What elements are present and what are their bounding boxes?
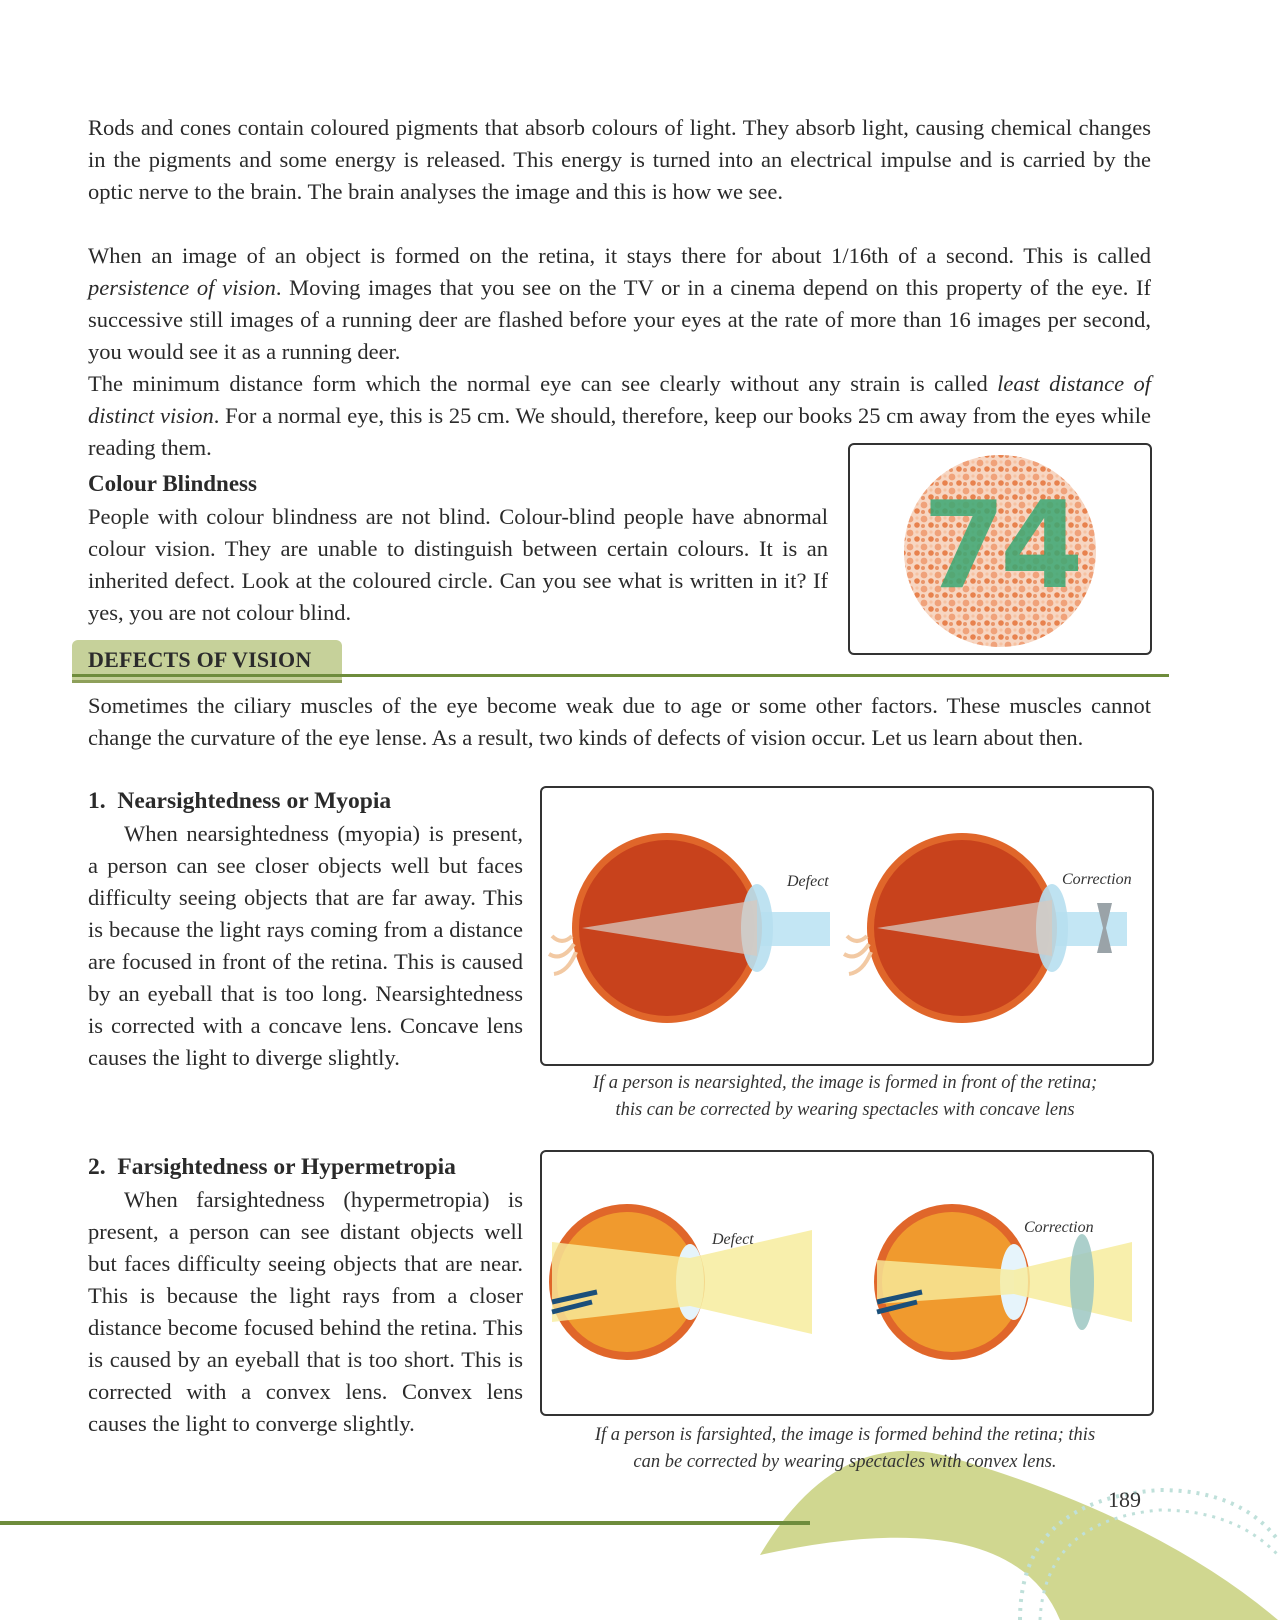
myopia-label-defect: Defect [787, 873, 829, 890]
para3-end: . For a normal eye, this is 25 cm. We should, therefore, keep our books 25 cm away from the eyes while reading them. [88, 403, 1151, 460]
hyper-label-correction: Correction [1024, 1219, 1094, 1236]
colour-blindness-heading: Colour Blindness [88, 471, 257, 496]
hypermetropia-figure [540, 1150, 1154, 1416]
hyper-caption-line-1: If a person is farsighted, the image is formed behind the retina; this [594, 1425, 1096, 1445]
hypermetropia-illustration [542, 1152, 1152, 1414]
term-least-distance: least distance of distinct vision [88, 371, 1151, 428]
hypermetropia-text: When farsightedness (hypermetropia) is present, a person can see distant objects well but faces difficulty seeing objects that are near. This is because the light rays from a closer distance become focused behind the retina. This is caused by an eyeball that is too short. This is corrected with a convex lens. Convex lens causes the light to converge slightly. [88, 1187, 523, 1436]
defects-intro: Sometimes the ciliary muscles of the eye become weak due to age or some other factors. These muscles cannot change the curvature of the eye lense. As a result, two kinds of defects of vision occur. Let us learn about then. [88, 693, 1151, 750]
page-number: 189 [1108, 1487, 1141, 1512]
hyper-label-defect: Defect [712, 1231, 754, 1248]
hypermetropia-heading [88, 1152, 456, 1182]
colour-blindness-text: People with colour blindness are not blind. Colour-blind people have abnormal colour vision. They are unable to distinguish between certain colours. It is an inherited defect. Look at the coloured circle. Can you see what is written in it? If yes, you are not colour blind. [88, 504, 828, 625]
myopia-caption [540, 1070, 1150, 1124]
hypermetropia-number: 2. [88, 1154, 106, 1180]
myopia-caption-line-2: this can be corrected by wearing spectacles with concave lens [615, 1100, 1075, 1120]
myopia-caption-line-1: If a person is nearsighted, the image is formed in front of the retina; [592, 1073, 1098, 1093]
ishihara-plate [850, 445, 1150, 653]
intro-paragraph-2 [88, 240, 1151, 368]
corner-green-arc [760, 1451, 1278, 1620]
myopia-heading [88, 786, 391, 816]
myopia-heading-text: Nearsightedness or Myopia [117, 788, 392, 814]
myopia-illustration [542, 788, 1152, 1064]
colour-plate-box [848, 443, 1152, 655]
footer-rule [0, 1521, 810, 1525]
intro-paragraph-1: Rods and cones contain coloured pigments that absorb colours of light. They absorb light, causing chemical changes in the pigments and some energy is released. This energy is turned into an electrical impulse and is carried by the optic nerve to the brain. The brain analyses the image and this is how we see. [88, 115, 1151, 204]
plate-hidden-number: 74 [922, 477, 1078, 616]
section-divider [72, 674, 1169, 677]
myopia-label-correction: Correction [1062, 871, 1132, 888]
defects-section-title: DEFECTS OF VISION [88, 647, 312, 672]
myopia-text: When nearsightedness (myopia) is present, a person can see closer objects well but faces difficulty seeing objects that are far away. This is because the light rays coming from a distance are focused in front of the retina. This is caused by an eyeball that is too long. Nearsightedness is corrected with a concave lens. Concave lens causes the light to diverge slightly. [88, 821, 523, 1070]
para2-start: When an image of an object is formed on the retina, it stays there for about 1/16th of a second. This is called [88, 243, 1151, 268]
para2-end: . Moving images that you see on the TV or in a cinema depend on this property of the eye. If successive still images of a running deer are flashed before your eyes at the rate of more than 16 images per second, you would see it as a running deer. [88, 275, 1151, 364]
para3-start: The minimum distance form which the normal eye can see clearly without any strain is called [88, 371, 998, 396]
term-persistence-of-vision: persistence of vision [88, 275, 276, 300]
myopia-number: 1. [88, 788, 106, 814]
hypermetropia-caption [540, 1422, 1150, 1476]
myopia-figure [540, 786, 1154, 1066]
hyper-caption-line-2: can be corrected by wearing spectacles with convex lens. [633, 1452, 1057, 1472]
hypermetropia-heading-text: Farsightedness or Hypermetropia [117, 1154, 456, 1180]
